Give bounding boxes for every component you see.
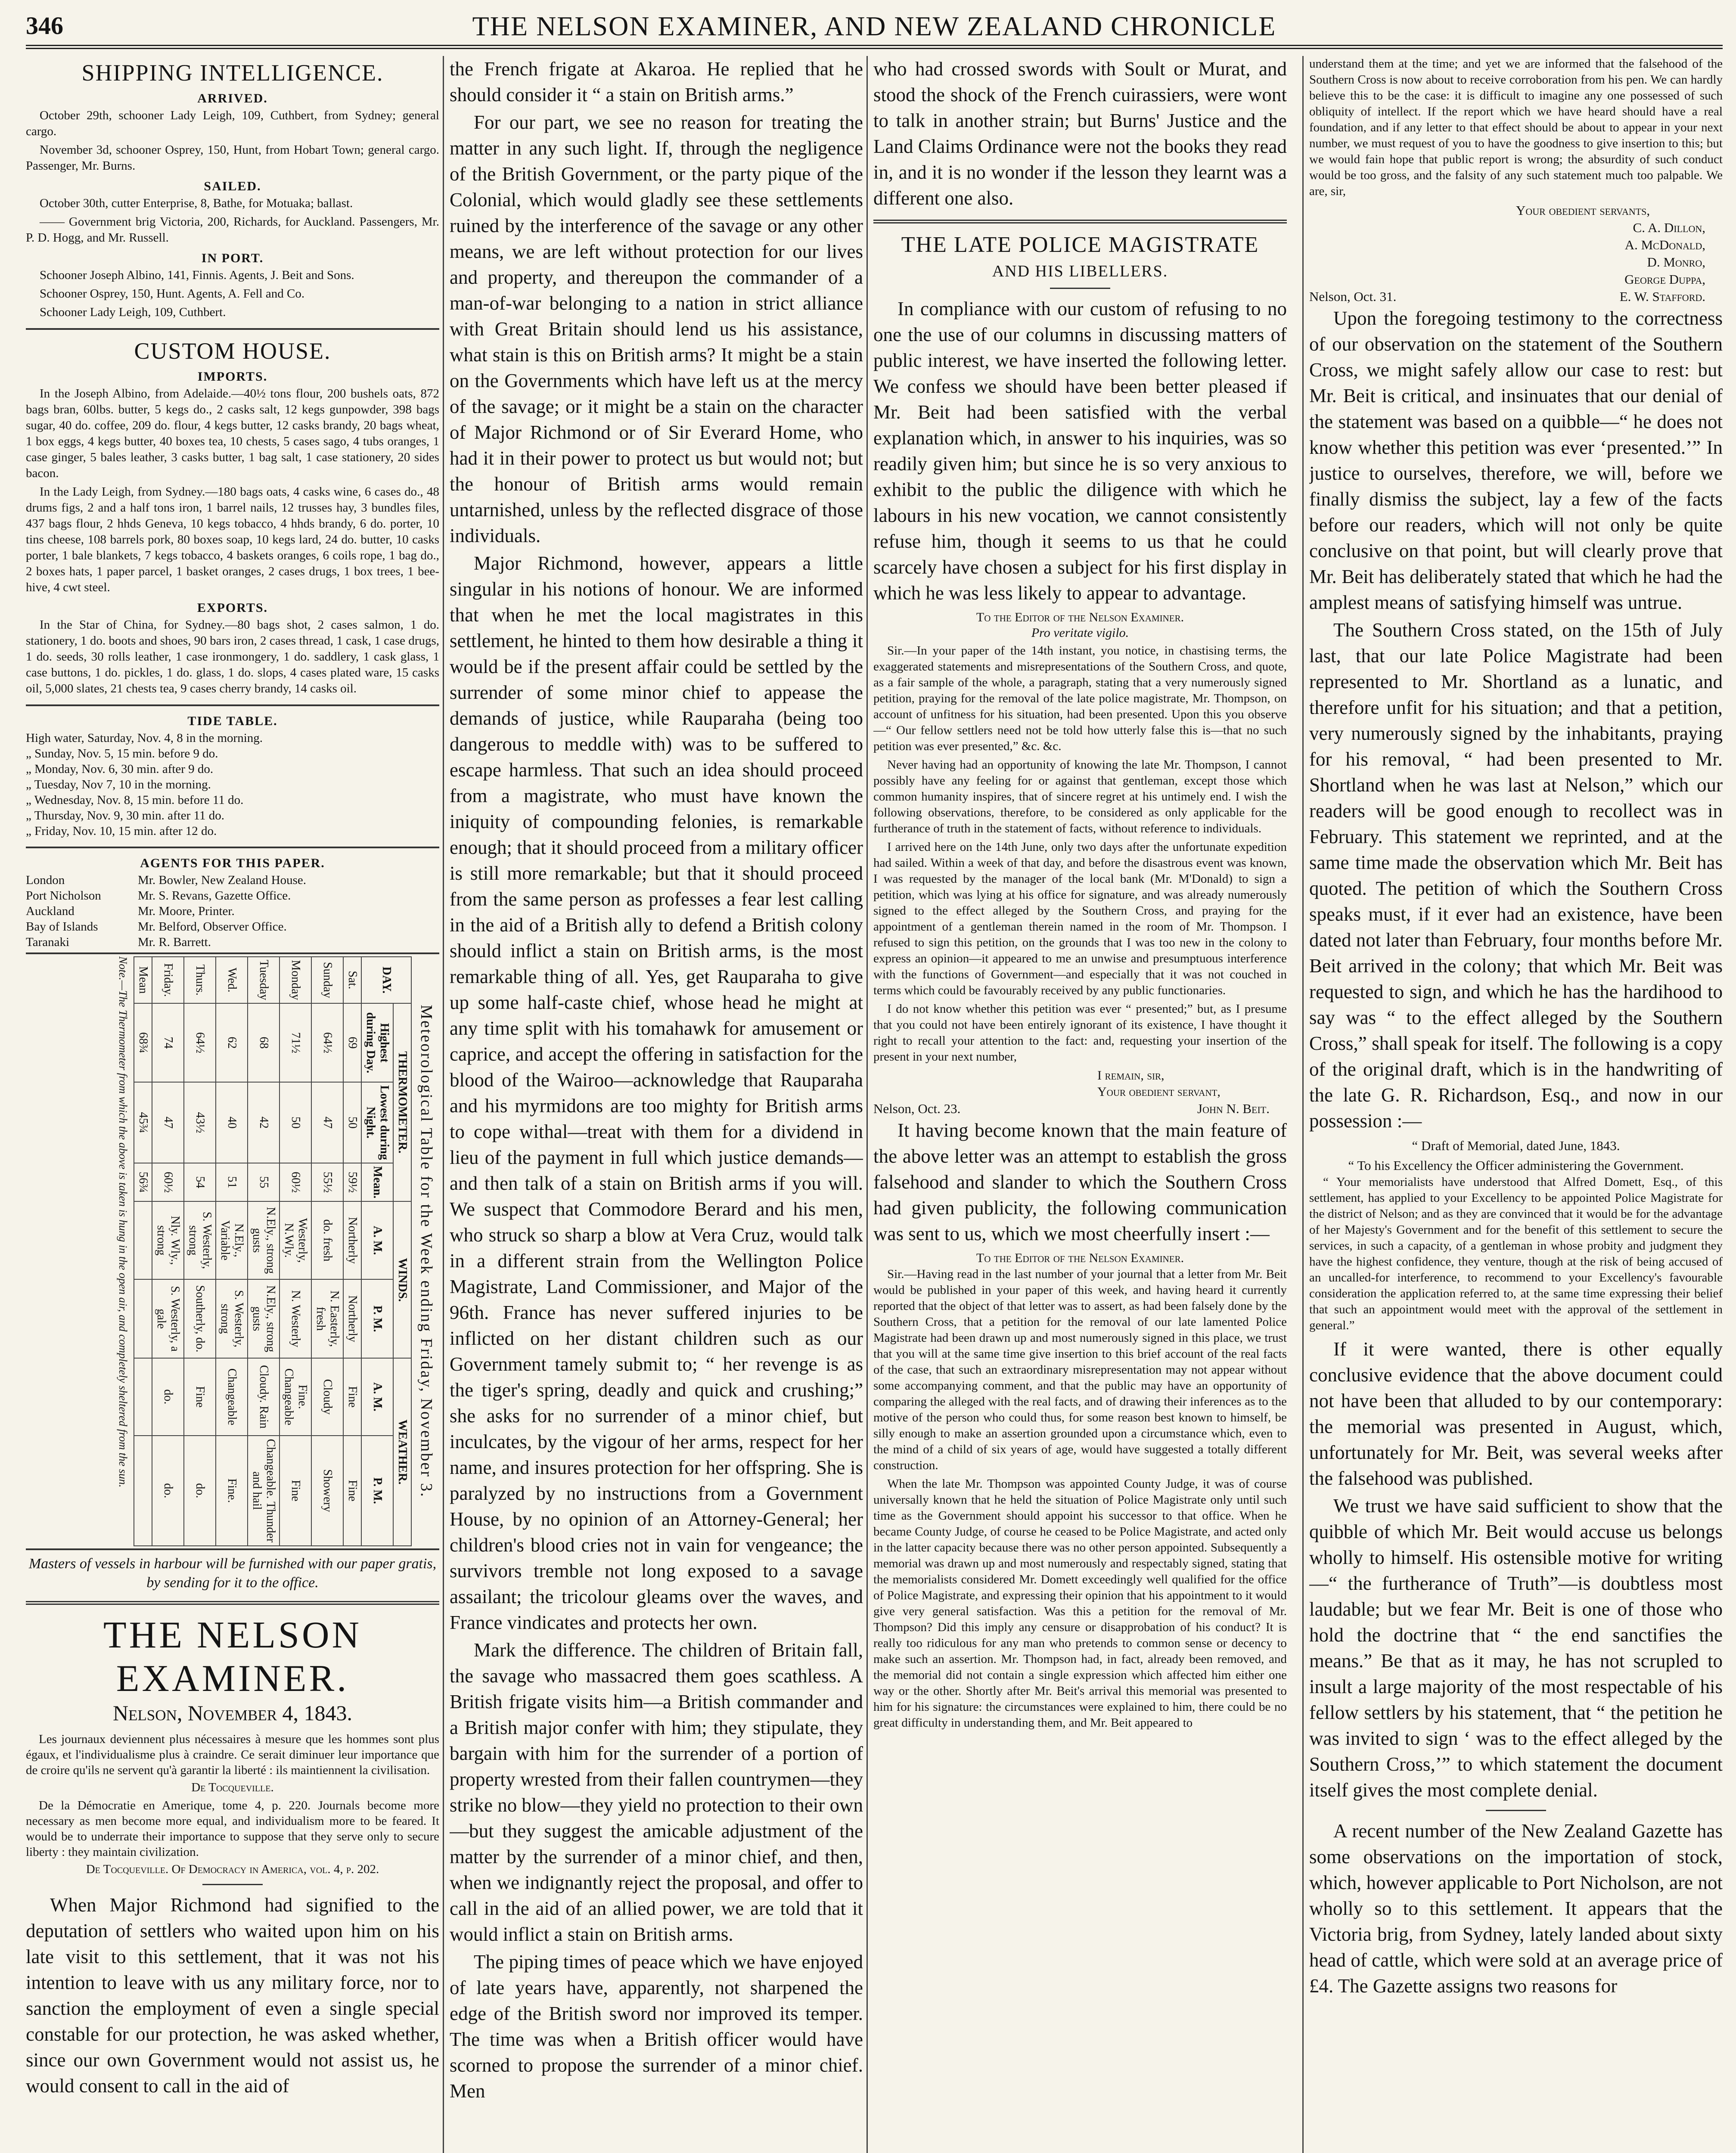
article-paragraph: A recent number of the New Zealand Gazette has some observations on the importation of stock, which, however applicable to Port Nicholson, are not wholly so to this settlement. It appears that the Victoria brig, from Sydney, lately landed about sixty head of cattle, which were sold at an average price of £4. The Gazette assigns two reasons for: [1309, 1820, 1723, 1997]
article-paragraph: In compliance with our custom of refusing to no one the use of our columns in discussing matters of public interest, we have inserted the following letter. We confess we should have been better pleased if Mr. Beit had been satisfied with the verbal explanation which, in answer to his inquiries, was so readily given him; but since he is so very anxious to exhibit to the public the diligence with which he labours in his new vocation, we cannot consistently refuse him, though it seems to us that he could scarcely have chosen a subject for his first display in which he was less likely to appear to advantage.: [873, 298, 1287, 604]
meteo-header-pm: P. M.: [361, 1436, 393, 1546]
section-rule: [26, 1601, 439, 1605]
meteo-cell-wind-am: N.Ely., Variable: [216, 1201, 248, 1279]
meteo-header-lowest: Lowest during Night.: [361, 1082, 393, 1163]
meteo-cell-mean: 59½: [343, 1163, 361, 1201]
meteo-header-highest: Highest during Day.: [361, 1003, 393, 1082]
epigraph-source: De Tocqueville. Of Democracy in America, vol. 4, p. 202.: [86, 1862, 379, 1876]
meteo-row: [343, 957, 361, 1546]
exports-label: EXPORTS.: [197, 601, 268, 615]
meteo-cell-weather-pm: Showery: [311, 1436, 343, 1546]
meteo-header-weather: WEATHER.: [393, 1358, 411, 1546]
meteo-cell-high: 64½: [311, 1003, 343, 1082]
meteo-cell-wind-pm: N.Ely., strong gusts: [248, 1279, 279, 1358]
letter-paragraph: Never having had an opportunity of knowing the late Mr. Thompson, I cannot possibly have any feeling for or against that gentleman, except those which common humanity inspires, that of sincere regret at his untimely end. I wish the following observations, therefore, to be considered as only applicable for the furtherance of truth in the statement of facts, without reference to individuals.: [873, 758, 1287, 835]
shipping-entry: Schooner Osprey, 150, Hunt. Agents, A. Fell and Co.: [40, 287, 305, 301]
tide-row: „ Thursday, Nov. 9, 30 min. after 11 do.: [26, 809, 224, 822]
meteo-header-pm: P. M.: [361, 1279, 393, 1358]
column-divider: [1302, 56, 1304, 2153]
editorial-paragraph: Major Richmond, however, appears a little singular in his notions of honour. We are informed that when he met the local magistrates in this settlement, he hinted to them how desirable a thing it would be if the present affair could be settled by the surrender of some minor chief to appease the demands of justice, while Rauparaha (being too dangerous to meddle with) was to be suffered to escape harmless. That such an idea should proceed from a magistrate, who must have known the iniquity of compounding felonies, is remarkable enough; that it should proceed from a military officer is still more remarkable; but that it should proceed from the same person as professes a fear lest calling in the aid of a British ally to defend a British colony should inflict a stain on British arms, is the most remarkable thing of all. Yes, get Rauparaha to give up some half-caste chief, whose head he might at any time split with his tomahawk for amusement or caprice, and accept the offering in satisfaction for the blood of the Wairoo—acknowledge that Rauparaha and his myrmidons are too mighty for British arms to cope withal—treat with them for a dividend in lieu of the payment in full which justice demands—and then talk of a stain on British arms if you will. We suspect that Commodore Berard and his men, who struck so sharp a blow at Vera Cruz, would talk in a different strain from the Wellington Police Magistrate, Land Commissioner, and Major of the 96th. France has never suffered injuries to be inflicted on her distant children such as our Government tamely submit to; “ her revenge is as the tiger's spring, deadly and quick and crushing;” she asks for no surrender of a minor chief, but inculcates, by the vigour of her arms, respect for her name, and insures protection for her offspring. She is paralyzed by no instructions from a Government House, by no opinion of an Attorney-General; her children's blood cries not in vain for vengeance; the survivors tremble not long exposed to a savage assailant; the tricolour gleams over the waves, and France vindicates and protects her own.: [450, 552, 863, 1633]
editorial-paragraph: The piping times of peace which we have enjoyed of late years have, apparently, not sharpened the edge of the British sword nor improved its temper. The time was when a British officer would have scorned to propose the surrender of a minor chief. Men: [450, 1951, 863, 2102]
meteo-cell-weather-am: Fine: [343, 1358, 361, 1435]
meteo-row: [311, 957, 343, 1546]
meteo-row: [279, 957, 311, 1546]
meteo-cell-wind-am: Westerly, N.Wly.: [279, 1201, 311, 1279]
meteo-cell-wind-am: S. Westerly, strong: [184, 1201, 216, 1279]
meteo-cell-mean: 54: [184, 1163, 216, 1201]
shipping-entry: October 29th, schooner Lady Leigh, 109, Cuthbert, from Sydney; general cargo.: [26, 109, 439, 138]
meteo-cell-wind-pm: S. Westerly, strong: [216, 1279, 248, 1358]
letter-signer: E. W. Stafford.: [1619, 289, 1705, 304]
editorial-paragraph: For our part, we see no reason for treating the matter in any such light. If, through the negligence of the British Government, or the party pique of the Colonial, which would gladly see these settlements ruined by the interference of the savage or any other means, we are left without protection for our lives and property, and thereupon the commander of a man-of-war belonging to a nation in strict alliance with Great Britain should lend us his assistance, what stain is this on British arms? It might be a stain on the Governments which have left us at the mercy of the savage; or it might be a stain on the character of Major Richmond or of Sir Everard Home, who had it in their power to protect us but would not; but the honour of British arms would remain untarnished, unless by the reflected disgrace of those individuals.: [450, 112, 863, 546]
column-divider: [443, 56, 444, 2153]
meteo-header-am: A. M.: [361, 1201, 393, 1279]
section-rule: [26, 704, 439, 706]
article-subheading: AND HIS LIBELLERS.: [992, 262, 1168, 280]
meteo-cell-high: 64½: [184, 1003, 216, 1082]
letter-paragraph: Sir.—In your paper of the 14th instant, you notice, in chastising terms, the exaggerated statements and misrepresentations of the Southern Cross, and quote, as a fair sample of the whole, a paragraph, stating that a very numerously signed petition, praying for the removal of the late police magistrate, Mr. Thompson, on account of unfitness for his situation, had been presented. Upon this you observe—“ Our fellow settlers need not be told how utterly false this is—that no such petition was ever presented,” &c. &c.: [873, 644, 1287, 753]
agent-row: Auckland Mr. Moore, Printer.: [26, 904, 235, 918]
editorial-paragraph: who had crossed swords with Soult or Murat, and stood the shock of the French cuirassiers, were wont to talk in another strain; but Burns' Justice and the Land Claims Ordinance were not the books they read in, and it is no wonder if the lesson they learnt was a different one also.: [873, 58, 1287, 209]
imports-entry: In the Lady Leigh, from Sydney.—180 bags oats, 4 casks wine, 6 cases do., 48 drums figs, 2 and a half tons iron, 1 barrel nails, 12 trusses hay, 3 bundles files, 437 bags flour, 2 hhds Geneva, 10 kegs tobacco, 4 hhds brandy, 6 do. porter, 10 tins cheese, 108 barrels pork, 80 boxes soap, 10 kegs lard, 24 do. butter, 10 casks porter, 1 bale blankets, 7 kegs tobacco, 4 baskets oranges, 6 coils rope, 1 bag do., 2 boxes hats, 1 paper parcel, 1 basket oranges, 2 cases drugs, 1 box trees, 1 bee-hive, 4 cwt steel.: [26, 485, 439, 594]
agent-row: Bay of Islands Mr. Belford, Observer Office.: [26, 920, 287, 934]
meteo-cell-low: 47: [311, 1082, 343, 1163]
letter-paragraph: I arrived here on the 14th June, only two days after the unfortunate expedition had sailed. Within a week of that day, and before the disastrous event was known, I was requested by the manager of the local bank (Mr. M'Donald) to sign a petition, which was lying at his office for signature, and was already numerously signed to the effect alleged by the Southern Cross, and praying for the appointment of a gentleman therein named in the room of Mr. Thompson. I refused to sign this petition, on the grounds that I was too new in the colony to express an opinion—it appeared to me an unwise and presumptuous interference with the functions of Government—and especially that it was not couched in terms which could be favourably received by any public functionaries.: [873, 840, 1287, 997]
article-paragraph: Upon the foregoing testimony to the correctness of our observation on the statement of the Southern Cross, we might safely allow our case to rest: but Mr. Beit is critical, and insinuates that our denial of the statement was based on a quibble—“ he does not know whether this petition was ever ‘presented.’” In justice to ourselves, therefore, we will, before we finally dismiss the subject, lay a few of the facts before our readers, which will not only be quite conclusive on that point, but will clearly prove that Mr. Beit has deliberately stated that which he had the amplest means of satisfying himself was untrue.: [1309, 307, 1723, 613]
meteorological-table-rotated: [26, 956, 439, 1546]
article-paragraph: The Southern Cross stated, on the 15th of July last, that our late Police Magistrate had been represented to Mr. Shortland as a lunatic, and therefore unfit for his situation; and that a petition, very numerously signed by the inhabitants, praying for his removal, “ had been presented to Mr. Shortland when he was last at Nelson,” which our readers will be good enough to recollect was in February. This statement we reprinted, and at the same time made the observation which Mr. Beit has quoted. The petition of which the Southern Cross speaks must, if it ever had an existence, have been dated not later than February, four months before Mr. Beit arrived in the colony; that which Mr. Beit was requested to sign, and which he has the hardihood to say was “ to the effect alleged by the Southern Cross,” shall speak for itself. The following is a copy of the original draft, which is in the handwriting of the late G. R. Richardson, Esq., and now in our possession :—: [1309, 619, 1723, 1132]
meteo-header-winds: WINDS.: [393, 1201, 411, 1358]
exports-entry: In the Star of China, for Sydney.—80 bags shot, 2 cases salmon, 1 do. stationery, 1 do. boots and shoes, 90 bars iron, 2 cases thread, 1 cask, 1 case drugs, 1 do. seeds, 30 rolls leather, 1 case ironmongery, 1 do. saddlery, 1 cask glass, 1 case buttons, 1 do. pickles, 1 do. glass, 1 do. slops, 4 cases plated ware, 15 casks oil, 5,000 slates, 21 chests tea, 9 cases cherry brandy, 14 casks oil.: [26, 618, 439, 695]
section-rule: [202, 1884, 263, 1885]
meteo-row: [216, 957, 248, 1546]
meteo-cell-high: 68: [248, 1003, 279, 1082]
masthead-rule: [26, 45, 1723, 49]
article-paragraph: We trust we have said sufficient to show that the quibble of which Mr. Beit would accuse us belongs wholly to himself. His ostensible motive for writing—“ the furtherance of Truth”—is doubtless most laudable; but we fear Mr. Beit is one of those who hold the doctrine that “ the end sanctifies the means.” Be that as it may, he has not scrupled to insult a large majority of the most respectable of his fellow settlers by his statement, that “ the petition he was invited to sign ‘ was to the effect alleged by the Southern Cross,’” to which statement the document itself gives the most complete denial.: [1309, 1495, 1723, 1801]
letter-signer: A. McDonald,: [1624, 237, 1705, 252]
letter-signer: John N. Beit.: [1197, 1101, 1270, 1116]
meteo-cell-day: Thurs.: [184, 957, 216, 1003]
epigraph-french: Les journaux deviennent plus nécessaires à mesure que les hommes sont plus égaux, et l'individualisme plus à craindre. Ce serait diminuer leur importance que de croire qu'ils ne servent qu'à garantir la liberté : ils maintiennent la civilisation.: [26, 1732, 439, 1777]
meteo-cell-weather-pm: do.: [184, 1436, 216, 1546]
meteo-cell-weather-pm: Fine: [343, 1436, 361, 1546]
meteo-cell-wind-pm: Northerly: [343, 1279, 361, 1358]
article-paragraph: It having become known that the main feature of the above letter was an attempt to establish the gross falsehood and slander to which the Southern Cross had given publicity, the following communication was sent to us, which we most cheerfully insert :—: [873, 1120, 1287, 1244]
letter-signature-line: [873, 1100, 1287, 1117]
column-divider: [866, 56, 868, 2153]
meteo-cell-weather-am: [134, 1358, 152, 1435]
letter-paragraph: I do not know whether this petition was ever “ presented;” but, as I presume that you could not have been entirely ignorant of its existence, I have thought it right to recall your attention to the fact: and, requesting your insertion of the present in your next number,: [873, 1002, 1287, 1064]
agent-row: Taranaki Mr. R. Barrett.: [26, 935, 211, 949]
meteorological-title: Meteorological Table for the Week ending Friday, November 3.: [417, 1005, 435, 1498]
column-4: [1309, 56, 1723, 2153]
letter-closing: I remain, sir,: [1097, 1068, 1165, 1083]
meteo-cell-high: 74: [152, 1003, 184, 1082]
meteo-cell-day: Sat.: [343, 957, 361, 1003]
meteo-cell-weather-am: Changeable: [216, 1358, 248, 1435]
meteo-cell-high: 71½: [279, 1003, 311, 1082]
meteo-row: [248, 957, 279, 1546]
editorial-paragraph: Mark the difference. The children of Britain fall, the savage who massacred them goes scathless. A British frigate visits him—a British commander and a British major confer with him; they stipulate, they bargain with him for the surrender of a portion of property wrested from their fallen countrymen—they strike no blow—they yield no protection to their own—but they suggest the amicable adjustment of the matter by the surrender of a minor chief, and then, when we indignantly reject the proposal, and offer to call in the aid of an allied power, we are told that it would inflict a stain on British arms.: [450, 1639, 863, 1945]
editorial-paragraph: the French frigate at Akaroa. He replied that he should consider it “ a stain on British arms.”: [450, 58, 863, 105]
meteo-cell-wind-pm: S. Westerly, a gale: [152, 1279, 184, 1358]
meteo-cell-day: Mean: [134, 957, 152, 1003]
column-1: [26, 56, 439, 2153]
meteo-cell-weather-am: Cloudy. Rain: [248, 1358, 279, 1435]
meteo-cell-wind-pm: [134, 1279, 152, 1358]
meteo-cell-low: 43½: [184, 1082, 216, 1163]
meteo-cell-day: Wed.: [216, 957, 248, 1003]
letter-place-date: Nelson, Oct. 31.: [1309, 289, 1397, 304]
section-rule: [1050, 288, 1110, 289]
letter-signer: C. A. Dillon,: [1633, 220, 1705, 235]
article-heading: THE LATE POLICE MAGISTRATE: [901, 233, 1259, 257]
meteo-cell-weather-am: Cloudy: [311, 1358, 343, 1435]
memorial-body: “ Your memorialists have understood that Alfred Domett, Esq., of this settlement, has applied to your Excellency to be appointed Police Magistrate for the district of Nelson; and as they are convinced that it would be for the advantage of her Majesty's Government and for the benefit of this settlement to secure the services, in such a capacity, of a gentleman in whose probity and judgment they have the highest confidence, they venture, though at the risk of being accused of an uncalled-for interference, to recommend to your Excellency's favourable consideration the application referred to, at the same time expressing their belief that such an appointment would meet with the approval of the settlement in general.”: [1309, 1175, 1723, 1332]
paper-date: Nelson, November 4, 1843.: [112, 1701, 353, 1725]
memorial-title: “ Draft of Memorial, dated June, 1843.: [1412, 1138, 1620, 1153]
tide-row: „ Monday, Nov. 6, 30 min. after 9 do.: [26, 762, 214, 776]
letter-signature-line: [1309, 288, 1723, 305]
meteo-row: [152, 957, 184, 1546]
meteo-cell-low: 45¾: [134, 1082, 152, 1163]
tide-row: „ Tuesday, Nov 7, 10 in the morning.: [26, 778, 211, 791]
memorial-address: “ To his Excellency the Officer administering the Government.: [1348, 1158, 1684, 1173]
column-3: [873, 56, 1287, 2153]
epigraph-source: De Tocqueville.: [191, 1781, 274, 1794]
meteo-grid: [134, 956, 412, 1546]
tide-row: „ Friday, Nov. 10, 15 min. after 12 do.: [26, 824, 217, 838]
meteo-cell-wind-pm: N. Easterly, fresh: [311, 1279, 343, 1358]
arrived-label: ARRIVED.: [197, 91, 268, 105]
meteo-cell-wind-am: Nly. Wly., strong: [152, 1201, 184, 1279]
letter-paragraph: When the late Mr. Thompson was appointed County Judge, it was of course universally known that he held the situation of Police Magistrate only until such time as the Government should appoint his successor to that office. When he became County Judge, of course he ceased to be Police Magistrate, and acted only in the latter capacity because there was no other person appointed. Subsequently a memorial was drawn up and most numerously and respectably signed, stating that the memorialists considered Mr. Domett exceedingly well qualified for the office of Police Magistrate, and expressing their opinion that his appointment to it would give very general satisfaction. Was this a petition for the removal of Mr. Thompson? Did this imply any censure or disapprobation of his conduct? It is really too ridiculous for any man who pretends to common sense or decency to make such an assertion. Mr. Thompson had, in fact, already been removed, and the memorial did not contain a single expression which affected him either one way or the other. Shortly after Mr. Beit's arrival this memorial was presented to him for his signature: the circumstances were explained to him, there could be no great difficulty in understanding them, and Mr. Beit appeared to: [873, 1477, 1287, 1730]
meteo-cell-mean: 55½: [311, 1163, 343, 1201]
meteo-cell-day: Monday: [279, 957, 311, 1003]
letter-motto: Pro veritate vigilo.: [1031, 626, 1129, 640]
meteo-cell-low: 42: [248, 1082, 279, 1163]
meteo-cell-weather-pm: [134, 1436, 152, 1546]
meteo-row: [184, 957, 216, 1546]
agent-row: Port Nicholson Mr. S. Revans, Gazette Office.: [26, 889, 291, 903]
page-number: 346: [26, 12, 63, 40]
agent-row: London Mr. Bowler, New Zealand House.: [26, 873, 307, 887]
column-2: [450, 56, 863, 2153]
letter-closing: Your obedient servants,: [1516, 203, 1650, 218]
letter-place-date: Nelson, Oct. 23.: [873, 1101, 961, 1116]
shipping-entry: November 3d, schooner Osprey, 150, Hunt, from Hobart Town; general cargo. Passenger, Mr. Burns.: [26, 143, 439, 173]
meteo-body: [134, 957, 361, 1546]
meteo-cell-weather-pm: do.: [152, 1436, 184, 1546]
shipping-entry: October 30th, cutter Enterprise, 8, Bathe, for Motuaka; ballast.: [40, 196, 353, 210]
masters-note: Masters of vessels in harbour will be furnished with our paper gratis, by sending for it to the office.: [28, 1556, 437, 1591]
meteo-cell-wind-pm: N. Westerly: [279, 1279, 311, 1358]
section-rule: [26, 847, 439, 848]
meteo-cell-weather-pm: Changeable. Thunder and hail: [248, 1436, 279, 1546]
meteo-cell-weather-am: Fine: [184, 1358, 216, 1435]
shipping-entry: Schooner Lady Leigh, 109, Cuthbert.: [40, 305, 226, 319]
letter-paragraph: understand them at the time; and yet we are informed that the falsehood of the Southern Cross is now about to receive corroboration from his pen. We can hardly believe this to be the case: it is difficult to imagine any one possessed of such obliquity of intellect. If the report which we have heard should have a real foundation, and if any letter to that effect should be about to appear in your next number, we must request of you to have the goodness to give insertion to this; but we would fain hope that public report is wrong; the absurdity of such conduct would be too gross, and the falsity of any such statement much too palpable. We are, sir,: [1309, 57, 1723, 198]
section-rule: [1486, 1810, 1546, 1811]
meteo-cell-wind-am: do. fresh: [311, 1201, 343, 1279]
letter-paragraph: Sir.—Having read in the last number of your journal that a letter from Mr. Beit would be published in your paper of this week, and having heard it currently reported that the object of that letter was to assert, as had been falsely done by the Southern Cross, that a petition for the removal of our late lamented Police Magistrate had been drawn up and most numerously signed in this place, we trust that you will at the same time give insertion to this brief account of the real facts of the case, that such an extraordinary misrepresentation may not appear without some accompanying comment, and that the public may have an opportunity of comparing the alleged with the real facts, and of drawing their inferences as to the motive of the person who could thus, for some reason best known to himself, be silly enough to make an assertion grounded upon a circumstance which, even to the mind of a child of six years of age, would have suggested a totally different construction.: [873, 1267, 1287, 1472]
imports-label: IMPORTS.: [197, 369, 268, 384]
meteo-cell-mean: 60½: [279, 1163, 311, 1201]
meteo-cell-day: Friday.: [152, 957, 184, 1003]
letter-address: To the Editor of the Nelson Examiner.: [976, 1251, 1184, 1265]
meteo-cell-weather-pm: Fine.: [216, 1436, 248, 1546]
letter-closing: Your obedient servant,: [1097, 1085, 1220, 1099]
meteo-cell-low: 50: [279, 1082, 311, 1163]
editorial-paragraph: When Major Richmond had signified to the deputation of settlers who waited upon him on his late visit to this settlement, that it was not his intention to leave with us any military force, nor to sanction the employment of even a single special constable for our protection, he was asked whether, since our own Government would not assist us, he would consent to call in the aid of: [26, 1894, 439, 2097]
letter-signer: George Duppa,: [1624, 272, 1705, 287]
agents-heading: AGENTS FOR THIS PAPER.: [140, 856, 325, 870]
section-rule: [873, 220, 1287, 223]
meteo-cell-day: Sunday: [311, 957, 343, 1003]
paper-title: THE NELSON EXAMINER.: [103, 1614, 362, 1700]
custom-house-heading: CUSTOM HOUSE.: [134, 338, 331, 364]
meteo-row: [134, 957, 152, 1546]
meteo-cell-low: 40: [216, 1082, 248, 1163]
tide-row: „ Wednesday, Nov. 8, 15 min. before 11 do.: [26, 793, 244, 807]
meteo-cell-mean: 60½: [152, 1163, 184, 1201]
in-port-label: IN PORT.: [201, 251, 264, 265]
letter-address: To the Editor of the Nelson Examiner.: [976, 610, 1184, 624]
article-paragraph: If it were wanted, there is other equally conclusive evidence that the above document could not have been that alluded to by our contemporary: the memorial was presented in August, which, unfortunately for Mr. Beit, was several weeks after the falsehood was published.: [1309, 1338, 1723, 1489]
masthead: [26, 9, 1723, 43]
shipping-entry: Schooner Joseph Albino, 141, Finnis. Agents, J. Beit and Sons.: [40, 268, 354, 282]
meteo-cell-wind-pm: Southerly, do.: [184, 1279, 216, 1358]
section-rule: [26, 328, 439, 330]
meteo-cell-wind-am: N.Ely., strong gusts: [248, 1201, 279, 1279]
meteo-cell-high: 62: [216, 1003, 248, 1082]
shipping-heading: SHIPPING INTELLIGENCE.: [81, 60, 384, 86]
meteo-cell-low: 47: [152, 1082, 184, 1163]
meteo-cell-weather-am: Fine. Changeable: [279, 1358, 311, 1435]
meteo-cell-weather-am: do.: [152, 1358, 184, 1435]
meteo-cell-wind-am: Northerly: [343, 1201, 361, 1279]
shipping-entry: —— Government brig Victoria, 200, Richards, for Auckland. Passengers, Mr. P. D. Hogg, and Mr. Russell.: [26, 215, 439, 245]
meteo-header-thermometer: THERMOMETER.: [393, 1003, 411, 1201]
meteo-cell-mean: 56¾: [134, 1163, 152, 1201]
meteo-cell-low: 50: [343, 1082, 361, 1163]
tide-row: „ Sunday, Nov. 5, 15 min. before 9 do.: [26, 747, 218, 760]
meteo-cell-day: Tuesday: [248, 957, 279, 1003]
meteo-cell-weather-pm: Fine: [279, 1436, 311, 1546]
epigraph-english: De la Démocratie en Amerique, tome 4, p. 220. Journals become more necessary as men become more equal, and individualism more to be feared. It would be to underrate their importance to suppose that they serve only to secure liberty : they maintain civilization.: [26, 1799, 439, 1859]
meteo-header-am: A. M.: [361, 1358, 393, 1435]
meteo-cell-wind-am: [134, 1201, 152, 1279]
tide-row: High water, Saturday, Nov. 4, 8 in the morning.: [26, 731, 263, 745]
tide-heading: TIDE TABLE.: [187, 714, 278, 728]
meteo-cell-mean: 55: [248, 1163, 279, 1201]
meteo-header-mean: Mean.: [361, 1163, 393, 1201]
meteorological-table: [26, 952, 439, 1550]
letter-signer: D. Monro,: [1647, 254, 1705, 270]
meteo-cell-mean: 51: [216, 1163, 248, 1201]
meteo-header-day: DAY.: [361, 957, 411, 1003]
meteo-cell-high: 68¾: [134, 1003, 152, 1082]
meteo-note: Note.—The Thermometer from which the above is taken is hung in the open air, and completely sheltered from the sun.: [117, 956, 129, 1488]
meteo-cell-high: 69: [343, 1003, 361, 1082]
page-title: THE NELSON EXAMINER, AND NEW ZEALAND CHRONICLE: [472, 11, 1276, 41]
imports-entry: In the Joseph Albino, from Adelaide.—40½ tons flour, 200 bushels oats, 872 bags bran, 60lbs. butter, 5 kegs do., 2 casks salt, 12 kegs gunpowder, 398 bags sugar, 40 do. coffee, 209 do. flour, 4 kegs butter, 12 casks brandy, 20 bags wheat, 1 box eggs, 4 kegs butter, 40 boxes tea, 10 chests, 5 cases sago, 4 tubs oranges, 1 case ginger, 5 bales leather, 3 casks butter, 1 bag salt, 1 case stationery, 20 sides bacon.: [26, 387, 439, 480]
sailed-label: SAILED.: [204, 179, 261, 193]
